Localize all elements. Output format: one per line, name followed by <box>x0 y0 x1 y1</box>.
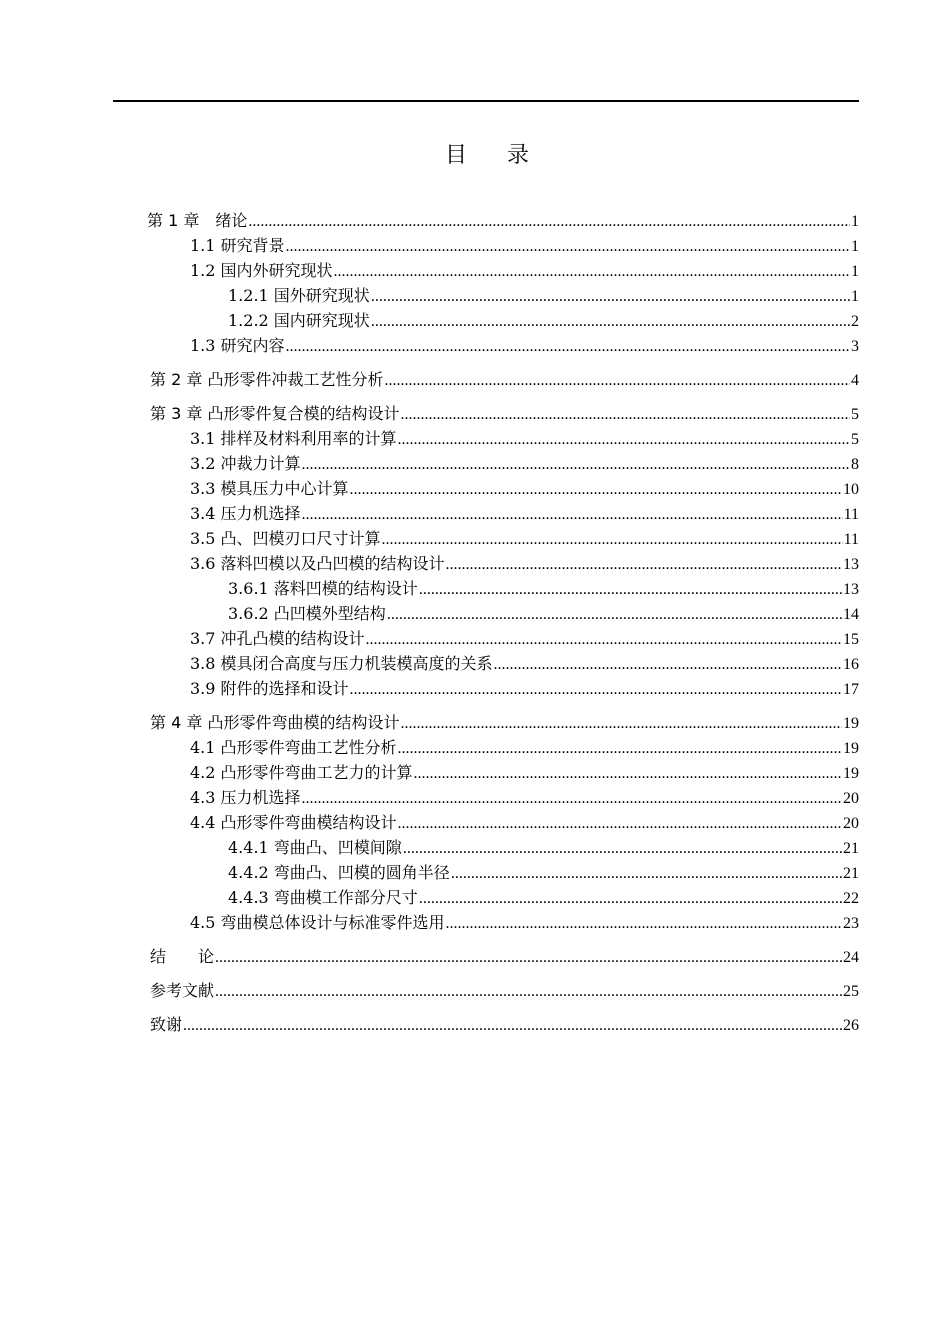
toc-entry[interactable] <box>190 427 859 451</box>
toc-entry-page-number: 24 <box>843 949 859 966</box>
toc-title-char-2: 录 <box>507 143 530 168</box>
dot-leader <box>400 712 842 736</box>
toc-entry[interactable] <box>150 368 859 392</box>
toc-entry-page-number: 21 <box>843 865 859 882</box>
toc-entry-label: 1.1 研究背景 <box>190 236 285 255</box>
toc-entry[interactable] <box>228 602 859 626</box>
dot-leader <box>398 428 850 452</box>
dot-leader <box>414 762 842 786</box>
toc-entry-label: 第 4 章 凸形零件弯曲模的结构设计 <box>150 713 400 732</box>
toc-entry[interactable] <box>228 284 859 308</box>
toc-entry-page-number: 14 <box>843 606 859 623</box>
toc-entry-page-number: 11 <box>843 506 859 523</box>
dot-leader <box>398 737 842 761</box>
toc-entry-page-number: 1 <box>851 263 859 280</box>
toc-entry[interactable] <box>190 911 859 935</box>
toc-entry-page-number: 19 <box>843 715 859 732</box>
dot-leader <box>215 946 842 970</box>
dot-leader <box>446 912 842 936</box>
dot-leader <box>286 335 850 359</box>
toc-entry[interactable] <box>190 627 859 651</box>
dot-leader <box>419 887 842 911</box>
toc-entry-page-number: 23 <box>843 915 859 932</box>
toc-entry-page-number: 5 <box>851 406 859 423</box>
toc-entry[interactable] <box>190 234 859 258</box>
toc-entry[interactable] <box>228 886 859 910</box>
dot-leader <box>400 403 850 427</box>
toc-entry-label: 3.1 排样及材料利用率的计算 <box>190 429 397 448</box>
toc-entry-page-number: 13 <box>843 556 859 573</box>
toc-entry-label: 参考文献 <box>150 981 215 1000</box>
toc-entry[interactable] <box>190 477 859 501</box>
toc-entry[interactable] <box>150 711 859 735</box>
dot-leader <box>350 678 842 702</box>
dot-leader <box>302 453 850 477</box>
dot-leader <box>248 210 850 234</box>
dot-leader <box>398 812 842 836</box>
toc-entry-label: 3.7 冲孔凸模的结构设计 <box>190 629 365 648</box>
toc-title-char-1: 目 <box>444 143 467 168</box>
toc-entry-page-number: 13 <box>843 581 859 598</box>
toc-entry-label: 第 1 章 绪论 <box>147 211 248 230</box>
toc-entry[interactable] <box>190 502 859 526</box>
toc-entry-label: 3.2 冲裁力计算 <box>190 454 301 473</box>
dot-leader <box>494 653 842 677</box>
toc-entry-page-number: 20 <box>843 815 859 832</box>
toc-entry-page-number: 11 <box>843 531 859 548</box>
dot-leader <box>183 1014 842 1038</box>
toc-entry-page-number: 26 <box>843 1017 859 1034</box>
toc-entry[interactable] <box>190 811 859 835</box>
toc-entry-label: 结 论 <box>150 947 215 966</box>
toc-entry-label: 4.3 压力机选择 <box>190 788 301 807</box>
toc-entry-page-number: 17 <box>843 681 859 698</box>
dot-leader <box>371 310 850 334</box>
toc-entry-label: 4.5 弯曲模总体设计与标准零件选用 <box>190 913 445 932</box>
toc-entry-label: 4.4 凸形零件弯曲模结构设计 <box>190 813 397 832</box>
dot-leader <box>403 837 842 861</box>
toc-entry[interactable] <box>190 334 859 358</box>
toc-entry-page-number: 4 <box>851 372 859 389</box>
toc-entry-page-number: 10 <box>843 481 859 498</box>
toc-entry[interactable] <box>190 527 859 551</box>
toc-entry-label: 3.6 落料凹模以及凸凹模的结构设计 <box>190 554 445 573</box>
toc-entry-label: 4.1 凸形零件弯曲工艺性分析 <box>190 738 397 757</box>
dot-leader <box>384 369 850 393</box>
toc-entry-page-number: 8 <box>851 456 859 473</box>
toc-entry-page-number: 16 <box>843 656 859 673</box>
toc-entry[interactable] <box>190 652 859 676</box>
toc-entry-label: 4.2 凸形零件弯曲工艺力的计算 <box>190 763 413 782</box>
toc-entry[interactable] <box>150 945 859 969</box>
toc-entry-page-number: 20 <box>843 790 859 807</box>
toc-entry-page-number: 1 <box>851 288 859 305</box>
toc-entry-label: 3.3 模具压力中心计算 <box>190 479 349 498</box>
toc-entry-page-number: 2 <box>851 313 859 330</box>
toc-entry-label: 3.6.2 凸凹模外型结构 <box>228 604 386 623</box>
dot-leader <box>371 285 850 309</box>
toc-entry-page-number: 21 <box>843 840 859 857</box>
dot-leader <box>350 478 842 502</box>
toc-entry-label: 4.4.3 弯曲模工作部分尺寸 <box>228 888 418 907</box>
toc-entry-label: 3.6.1 落料凹模的结构设计 <box>228 579 418 598</box>
dot-leader <box>419 578 842 602</box>
toc-entry-label: 4.4.1 弯曲凸、凹模间隙 <box>228 838 402 857</box>
toc-entry[interactable] <box>190 736 859 760</box>
dot-leader <box>387 603 842 627</box>
toc-entry[interactable] <box>228 836 859 860</box>
dot-leader <box>446 553 842 577</box>
toc-entry-page-number: 22 <box>843 890 859 907</box>
toc-entry[interactable] <box>190 452 859 476</box>
toc-entry-label: 1.3 研究内容 <box>190 336 285 355</box>
toc-entry[interactable] <box>147 209 859 233</box>
toc-entry-page-number: 19 <box>843 765 859 782</box>
dot-leader <box>302 787 842 811</box>
toc-entry[interactable] <box>190 552 859 576</box>
toc-entry-label: 1.2.2 国内研究现状 <box>228 311 370 330</box>
toc-entry-page-number: 25 <box>843 983 859 1000</box>
toc-entry[interactable] <box>228 861 859 885</box>
dot-leader <box>215 980 842 1004</box>
dot-leader <box>302 503 843 527</box>
toc-entry[interactable] <box>150 1013 859 1037</box>
toc-entry-label: 1.2.1 国外研究现状 <box>228 286 370 305</box>
toc-entry-page-number: 3 <box>851 338 859 355</box>
toc-entry-label: 第 2 章 凸形零件冲裁工艺性分析 <box>150 370 384 389</box>
toc-entry-page-number: 1 <box>851 213 859 230</box>
toc-entry[interactable] <box>190 786 859 810</box>
dot-leader <box>366 628 842 652</box>
toc-entry[interactable] <box>228 309 859 333</box>
dot-leader <box>286 235 850 259</box>
toc-entry[interactable] <box>150 402 859 426</box>
toc-entry-label: 3.5 凸、凹模刃口尺寸计算 <box>190 529 381 548</box>
toc-entry[interactable] <box>190 761 859 785</box>
dot-leader <box>334 260 850 284</box>
toc-entry-page-number: 19 <box>843 740 859 757</box>
toc-entry-page-number: 15 <box>843 631 859 648</box>
toc-entry[interactable] <box>150 979 859 1003</box>
toc-entry-label: 3.8 模具闭合高度与压力机装模高度的关系 <box>190 654 493 673</box>
toc-entry-page-number: 5 <box>851 431 859 448</box>
toc-entry-label: 致谢 <box>150 1015 183 1034</box>
toc-entry-label: 3.9 附件的选择和设计 <box>190 679 349 698</box>
dot-leader <box>382 528 843 552</box>
toc-entry[interactable] <box>190 677 859 701</box>
toc-entry-label: 3.4 压力机选择 <box>190 504 301 523</box>
toc-entry[interactable] <box>190 259 859 283</box>
toc-entry-label: 4.4.2 弯曲凸、凹模的圆角半径 <box>228 863 450 882</box>
toc-entry[interactable] <box>228 577 859 601</box>
toc-entry-page-number: 1 <box>851 238 859 255</box>
toc-entry-label: 第 3 章 凸形零件复合模的结构设计 <box>150 404 400 423</box>
toc-entry-label: 1.2 国内外研究现状 <box>190 261 333 280</box>
dot-leader <box>451 862 842 886</box>
